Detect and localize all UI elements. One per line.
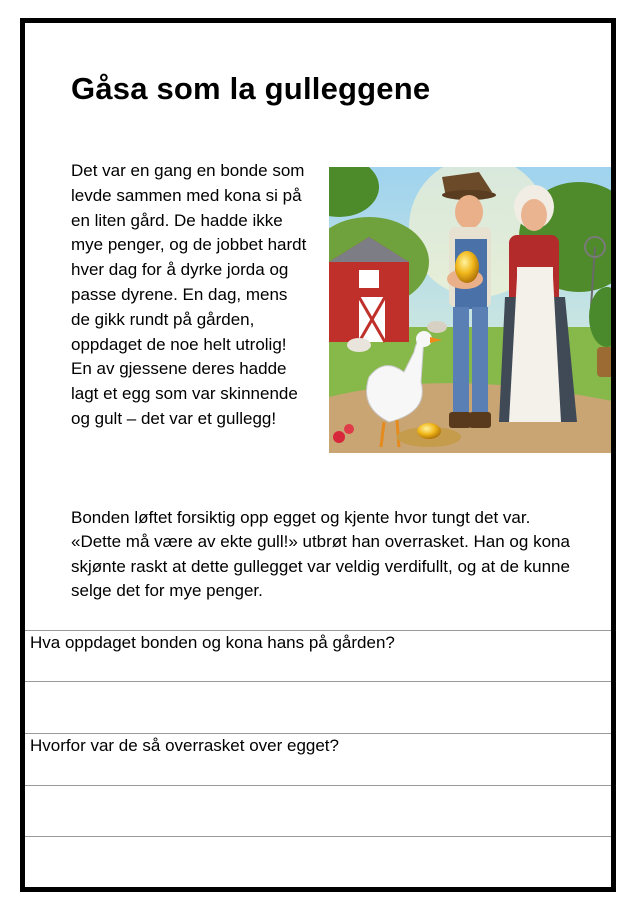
farm-illustration [329,167,616,453]
story-paragraph-1: Det var en gang en bonde som levde sammen med kona si på en liten gård. De hadde ikke mye penger, og de jobbet hardt hver dag for å dyrke jorda og passe dyrene. En dag, mens de gikk rundt på gården, oppdaget de noe helt utrolig! En av gjessene deres hadde lagt et egg som var skinnende og gult – det var et gullegg! [71,161,307,428]
story-title: Gåsa som la gulleggene [71,71,431,106]
answer-line[interactable] [25,785,611,786]
question-2: Hvorfor var de så overrasket over egget? [30,736,339,755]
story-paragraph-2: Bonden løftet forsiktig opp egget og kjente hvor tungt det var. «Dette må være av ekte gull!» utbrøt han overrasket. Han og kona skjønte raskt at dette gullegget var veldig verdifullt, og at de kunne selge det for mye penger. [71,508,570,601]
answer-line[interactable] [25,681,611,682]
question-1: Hva oppdaget bonden og kona hans på gården? [30,633,395,652]
answer-line[interactable] [25,836,611,837]
answer-line-divider [25,733,611,734]
answer-line-divider [25,630,611,631]
worksheet-frame [20,18,616,892]
